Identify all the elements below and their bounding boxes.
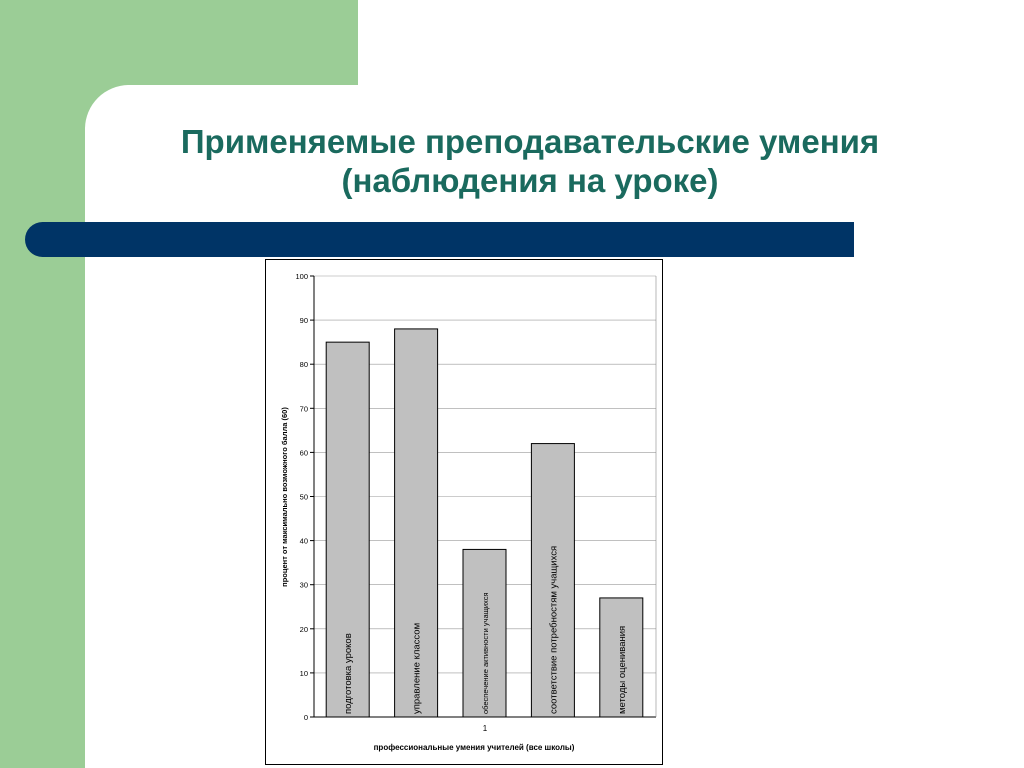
y-axis-label: процент от максимально возможного балла (60) <box>280 407 289 587</box>
slide-title-line-1: Применяемые преподавательские умения <box>180 123 880 160</box>
green-left-strip <box>0 85 85 768</box>
y-tick-label: 10 <box>299 668 308 678</box>
bar-label: управление классом <box>411 622 423 714</box>
y-tick-label: 90 <box>299 316 308 326</box>
y-tick-label: 60 <box>299 448 308 458</box>
y-tick-label: 50 <box>299 492 308 502</box>
slide-title-line-2: (наблюдения на уроке) <box>341 162 719 199</box>
y-tick-label: 40 <box>299 536 308 546</box>
y-tick-label: 20 <box>299 624 308 634</box>
bar-label: обеспечение активности учащихся <box>481 592 490 714</box>
bar-label: подготовка уроков <box>343 633 355 714</box>
bar-label: методы оценивания <box>616 625 628 714</box>
y-tick-label: 80 <box>299 360 308 370</box>
y-tick-label: 100 <box>295 272 308 281</box>
x-category-label: 1 <box>482 724 488 733</box>
blue-divider-bar <box>25 222 854 257</box>
bar-label: соответствие потребностям учащихся <box>548 545 560 714</box>
y-tick-label: 0 <box>303 713 308 722</box>
x-axis-label: профессиональные умения учителей (все школы) <box>373 743 575 752</box>
slide-title <box>120 122 940 200</box>
y-tick-label: 30 <box>299 580 308 590</box>
y-tick-labels <box>295 272 314 722</box>
y-tick-label: 70 <box>299 404 308 414</box>
chart-frame <box>265 259 663 765</box>
bar-chart <box>266 260 662 764</box>
